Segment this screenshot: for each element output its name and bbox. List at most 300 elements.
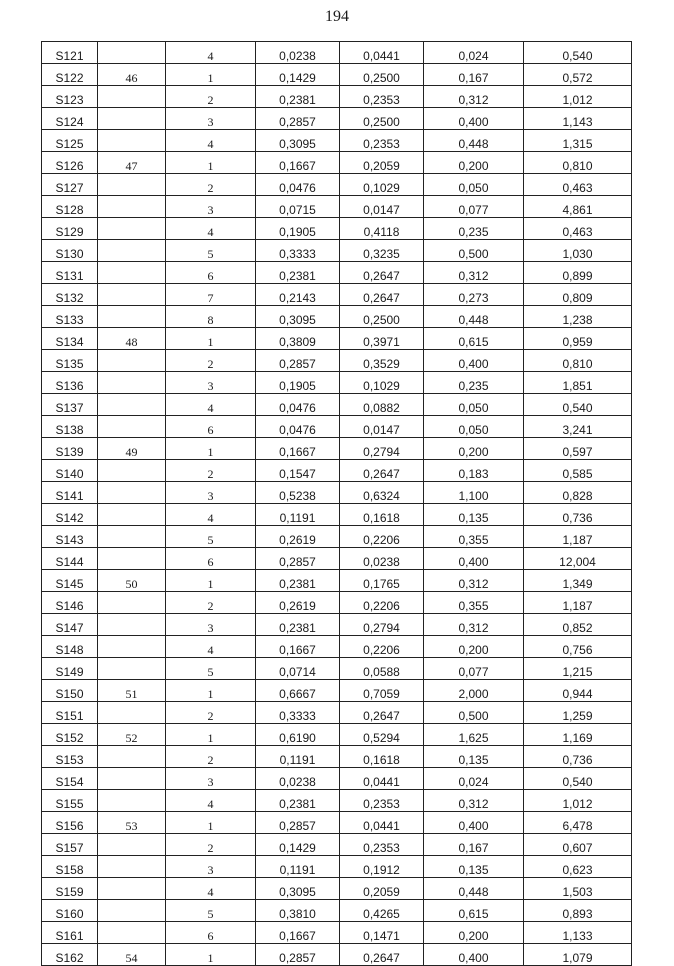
value-4-cell: 0,944 xyxy=(524,680,632,702)
sample-id-cell: S159 xyxy=(42,878,98,900)
sample-id-cell: S161 xyxy=(42,922,98,944)
subgroup-cell: 1 xyxy=(166,328,256,350)
group-cell xyxy=(98,152,166,174)
group-cell xyxy=(98,944,166,966)
subgroup-cell: 2 xyxy=(166,86,256,108)
sample-id-cell: S125 xyxy=(42,130,98,152)
value-4-cell: 1,259 xyxy=(524,702,632,724)
sample-id-cell: S140 xyxy=(42,460,98,482)
sample-id-cell: S123 xyxy=(42,86,98,108)
sample-id-cell: S155 xyxy=(42,790,98,812)
group-cell xyxy=(98,416,166,438)
group-label: 46 xyxy=(125,71,138,85)
value-3-cell: 0,400 xyxy=(424,812,524,834)
value-2-cell: 0,2059 xyxy=(340,878,424,900)
value-1-cell: 0,1905 xyxy=(256,218,340,240)
value-4-cell: 1,187 xyxy=(524,592,632,614)
group-cell xyxy=(98,548,166,570)
data-table xyxy=(41,41,632,966)
subgroup-cell: 1 xyxy=(166,570,256,592)
value-3-cell: 0,448 xyxy=(424,306,524,328)
group-cell xyxy=(98,746,166,768)
group-cell xyxy=(98,636,166,658)
subgroup-cell: 4 xyxy=(166,42,256,64)
sample-id-cell: S131 xyxy=(42,262,98,284)
value-3-cell: 0,135 xyxy=(424,856,524,878)
table-row xyxy=(42,504,632,526)
value-3-cell: 0,167 xyxy=(424,834,524,856)
value-2-cell: 0,2206 xyxy=(340,636,424,658)
table-row xyxy=(42,614,632,636)
subgroup-cell: 8 xyxy=(166,306,256,328)
value-4-cell: 4,861 xyxy=(524,196,632,218)
sample-id-cell: S151 xyxy=(42,702,98,724)
group-label: 47 xyxy=(125,159,138,173)
value-3-cell: 0,355 xyxy=(424,592,524,614)
value-1-cell: 0,0476 xyxy=(256,394,340,416)
group-label: 51 xyxy=(125,687,138,701)
value-4-cell: 1,143 xyxy=(524,108,632,130)
subgroup-cell: 1 xyxy=(166,152,256,174)
value-2-cell: 0,2647 xyxy=(340,262,424,284)
group-cell xyxy=(98,218,166,240)
group-label: 50 xyxy=(125,577,138,591)
subgroup-cell: 3 xyxy=(166,196,256,218)
value-2-cell: 0,1618 xyxy=(340,746,424,768)
subgroup-cell: 5 xyxy=(166,526,256,548)
group-label: 48 xyxy=(125,335,138,349)
value-1-cell: 0,3809 xyxy=(256,328,340,350)
value-1-cell: 0,0238 xyxy=(256,42,340,64)
value-2-cell: 0,4265 xyxy=(340,900,424,922)
group-cell xyxy=(98,482,166,504)
group-cell xyxy=(98,614,166,636)
group-cell xyxy=(98,900,166,922)
group-cell xyxy=(98,438,166,460)
value-1-cell: 0,5238 xyxy=(256,482,340,504)
value-3-cell: 0,135 xyxy=(424,504,524,526)
table-row xyxy=(42,284,632,306)
subgroup-cell: 6 xyxy=(166,262,256,284)
value-3-cell: 1,100 xyxy=(424,482,524,504)
value-1-cell: 0,2143 xyxy=(256,284,340,306)
group-label: 49 xyxy=(125,445,138,459)
value-2-cell: 0,2353 xyxy=(340,130,424,152)
value-1-cell: 0,1429 xyxy=(256,834,340,856)
sample-id-cell: S124 xyxy=(42,108,98,130)
value-1-cell: 0,1547 xyxy=(256,460,340,482)
value-3-cell: 0,200 xyxy=(424,922,524,944)
subgroup-cell: 1 xyxy=(166,680,256,702)
value-4-cell: 3,241 xyxy=(524,416,632,438)
sample-id-cell: S139 xyxy=(42,438,98,460)
subgroup-cell: 2 xyxy=(166,746,256,768)
subgroup-cell: 5 xyxy=(166,658,256,680)
table-row xyxy=(42,64,632,86)
value-3-cell: 0,235 xyxy=(424,372,524,394)
value-3-cell: 0,050 xyxy=(424,394,524,416)
group-cell xyxy=(98,702,166,724)
group-cell xyxy=(98,878,166,900)
value-3-cell: 0,312 xyxy=(424,262,524,284)
value-4-cell: 1,315 xyxy=(524,130,632,152)
subgroup-cell: 3 xyxy=(166,768,256,790)
value-1-cell: 0,2381 xyxy=(256,86,340,108)
value-1-cell: 0,3095 xyxy=(256,878,340,900)
value-2-cell: 0,2647 xyxy=(340,702,424,724)
table-row xyxy=(42,174,632,196)
value-2-cell: 0,0441 xyxy=(340,42,424,64)
sample-id-cell: S137 xyxy=(42,394,98,416)
group-label: 53 xyxy=(125,819,138,833)
subgroup-cell: 4 xyxy=(166,504,256,526)
table-row xyxy=(42,196,632,218)
value-1-cell: 0,6667 xyxy=(256,680,340,702)
sample-id-cell: S128 xyxy=(42,196,98,218)
value-1-cell: 0,6190 xyxy=(256,724,340,746)
value-3-cell: 0,077 xyxy=(424,196,524,218)
value-1-cell: 0,0715 xyxy=(256,196,340,218)
value-4-cell: 1,349 xyxy=(524,570,632,592)
value-3-cell: 0,200 xyxy=(424,438,524,460)
value-2-cell: 0,2353 xyxy=(340,834,424,856)
sample-id-cell: S121 xyxy=(42,42,98,64)
value-4-cell: 0,810 xyxy=(524,152,632,174)
group-cell xyxy=(98,262,166,284)
table-row xyxy=(42,746,632,768)
sample-id-cell: S148 xyxy=(42,636,98,658)
table-body xyxy=(42,42,632,966)
subgroup-cell: 1 xyxy=(166,438,256,460)
sample-id-cell: S154 xyxy=(42,768,98,790)
subgroup-cell: 2 xyxy=(166,460,256,482)
table-row xyxy=(42,570,632,592)
value-2-cell: 0,0588 xyxy=(340,658,424,680)
value-3-cell: 0,615 xyxy=(424,900,524,922)
subgroup-cell: 4 xyxy=(166,878,256,900)
sample-id-cell: S160 xyxy=(42,900,98,922)
subgroup-cell: 7 xyxy=(166,284,256,306)
group-cell xyxy=(98,570,166,592)
sample-id-cell: S152 xyxy=(42,724,98,746)
table-row xyxy=(42,592,632,614)
group-cell xyxy=(98,526,166,548)
value-1-cell: 0,2857 xyxy=(256,548,340,570)
value-1-cell: 0,1191 xyxy=(256,746,340,768)
table-row xyxy=(42,218,632,240)
value-4-cell: 1,169 xyxy=(524,724,632,746)
group-cell xyxy=(98,306,166,328)
value-4-cell: 1,215 xyxy=(524,658,632,680)
value-2-cell: 0,2206 xyxy=(340,526,424,548)
table-row xyxy=(42,526,632,548)
sample-id-cell: S145 xyxy=(42,570,98,592)
value-2-cell: 0,0238 xyxy=(340,548,424,570)
value-2-cell: 0,1765 xyxy=(340,570,424,592)
value-2-cell: 0,2500 xyxy=(340,306,424,328)
subgroup-cell: 4 xyxy=(166,394,256,416)
value-2-cell: 0,2647 xyxy=(340,284,424,306)
value-3-cell: 0,167 xyxy=(424,64,524,86)
table-row xyxy=(42,900,632,922)
value-1-cell: 0,1667 xyxy=(256,152,340,174)
value-4-cell: 1,079 xyxy=(524,944,632,966)
subgroup-cell: 3 xyxy=(166,614,256,636)
sample-id-cell: S157 xyxy=(42,834,98,856)
value-1-cell: 0,0476 xyxy=(256,174,340,196)
table-row xyxy=(42,350,632,372)
value-1-cell: 0,2619 xyxy=(256,592,340,614)
table-row xyxy=(42,86,632,108)
subgroup-cell: 6 xyxy=(166,922,256,944)
value-3-cell: 0,400 xyxy=(424,350,524,372)
subgroup-cell: 4 xyxy=(166,790,256,812)
value-1-cell: 0,0714 xyxy=(256,658,340,680)
value-4-cell: 0,585 xyxy=(524,460,632,482)
sample-id-cell: S147 xyxy=(42,614,98,636)
sample-id-cell: S143 xyxy=(42,526,98,548)
table-row xyxy=(42,306,632,328)
value-4-cell: 0,736 xyxy=(524,746,632,768)
value-2-cell: 0,4118 xyxy=(340,218,424,240)
table-row xyxy=(42,394,632,416)
group-cell xyxy=(98,86,166,108)
group-cell xyxy=(98,350,166,372)
table-row xyxy=(42,790,632,812)
value-3-cell: 0,024 xyxy=(424,42,524,64)
table-row xyxy=(42,768,632,790)
sample-id-cell: S126 xyxy=(42,152,98,174)
value-3-cell: 0,400 xyxy=(424,944,524,966)
value-4-cell: 0,607 xyxy=(524,834,632,856)
value-3-cell: 0,135 xyxy=(424,746,524,768)
group-cell xyxy=(98,460,166,482)
value-4-cell: 0,893 xyxy=(524,900,632,922)
table-row xyxy=(42,658,632,680)
sample-id-cell: S150 xyxy=(42,680,98,702)
sample-id-cell: S162 xyxy=(42,944,98,966)
value-2-cell: 0,5294 xyxy=(340,724,424,746)
value-2-cell: 0,0882 xyxy=(340,394,424,416)
value-2-cell: 0,3529 xyxy=(340,350,424,372)
group-cell xyxy=(98,680,166,702)
sample-id-cell: S136 xyxy=(42,372,98,394)
value-4-cell: 0,899 xyxy=(524,262,632,284)
group-cell xyxy=(98,284,166,306)
sample-id-cell: S138 xyxy=(42,416,98,438)
value-2-cell: 0,1912 xyxy=(340,856,424,878)
sample-id-cell: S132 xyxy=(42,284,98,306)
group-cell xyxy=(98,394,166,416)
table-row xyxy=(42,944,632,966)
value-2-cell: 0,1029 xyxy=(340,174,424,196)
value-3-cell: 0,312 xyxy=(424,570,524,592)
value-4-cell: 0,540 xyxy=(524,768,632,790)
value-3-cell: 0,500 xyxy=(424,702,524,724)
value-3-cell: 0,400 xyxy=(424,548,524,570)
subgroup-cell: 4 xyxy=(166,130,256,152)
page-number: 194 xyxy=(325,8,349,25)
value-1-cell: 0,2619 xyxy=(256,526,340,548)
value-3-cell: 0,400 xyxy=(424,108,524,130)
table-row xyxy=(42,702,632,724)
sample-id-cell: S130 xyxy=(42,240,98,262)
subgroup-cell: 2 xyxy=(166,834,256,856)
value-2-cell: 0,2647 xyxy=(340,944,424,966)
value-2-cell: 0,2059 xyxy=(340,152,424,174)
value-3-cell: 0,448 xyxy=(424,878,524,900)
value-3-cell: 0,183 xyxy=(424,460,524,482)
value-1-cell: 0,1191 xyxy=(256,504,340,526)
value-4-cell: 12,004 xyxy=(524,548,632,570)
group-cell xyxy=(98,372,166,394)
subgroup-cell: 3 xyxy=(166,372,256,394)
value-2-cell: 0,2794 xyxy=(340,438,424,460)
table-row xyxy=(42,328,632,350)
table-row xyxy=(42,812,632,834)
value-2-cell: 0,0147 xyxy=(340,416,424,438)
subgroup-cell: 2 xyxy=(166,702,256,724)
subgroup-cell: 4 xyxy=(166,636,256,658)
value-2-cell: 0,1618 xyxy=(340,504,424,526)
subgroup-cell: 1 xyxy=(166,64,256,86)
value-3-cell: 1,625 xyxy=(424,724,524,746)
value-1-cell: 0,3333 xyxy=(256,240,340,262)
value-4-cell: 1,012 xyxy=(524,86,632,108)
group-label: 54 xyxy=(125,951,138,965)
value-4-cell: 0,463 xyxy=(524,218,632,240)
subgroup-cell: 1 xyxy=(166,944,256,966)
value-2-cell: 0,1471 xyxy=(340,922,424,944)
table-row xyxy=(42,548,632,570)
group-cell xyxy=(98,42,166,64)
value-3-cell: 0,050 xyxy=(424,174,524,196)
subgroup-cell: 3 xyxy=(166,482,256,504)
value-1-cell: 0,2857 xyxy=(256,350,340,372)
value-2-cell: 0,2353 xyxy=(340,86,424,108)
value-4-cell: 1,503 xyxy=(524,878,632,900)
table-row xyxy=(42,108,632,130)
table-row xyxy=(42,42,632,64)
subgroup-cell: 6 xyxy=(166,548,256,570)
subgroup-cell: 1 xyxy=(166,812,256,834)
value-1-cell: 0,3333 xyxy=(256,702,340,724)
value-4-cell: 1,030 xyxy=(524,240,632,262)
value-4-cell: 0,597 xyxy=(524,438,632,460)
value-1-cell: 0,2381 xyxy=(256,262,340,284)
group-cell xyxy=(98,592,166,614)
subgroup-cell: 1 xyxy=(166,724,256,746)
group-cell xyxy=(98,856,166,878)
value-1-cell: 0,3095 xyxy=(256,130,340,152)
value-2-cell: 0,0441 xyxy=(340,768,424,790)
subgroup-cell: 2 xyxy=(166,592,256,614)
group-cell xyxy=(98,658,166,680)
table-row xyxy=(42,878,632,900)
table-row xyxy=(42,856,632,878)
subgroup-cell: 3 xyxy=(166,856,256,878)
group-cell xyxy=(98,812,166,834)
value-3-cell: 0,235 xyxy=(424,218,524,240)
sample-id-cell: S122 xyxy=(42,64,98,86)
value-3-cell: 0,312 xyxy=(424,86,524,108)
group-cell xyxy=(98,834,166,856)
group-cell xyxy=(98,328,166,350)
table-row xyxy=(42,922,632,944)
sample-id-cell: S158 xyxy=(42,856,98,878)
value-4-cell: 0,540 xyxy=(524,394,632,416)
table-row xyxy=(42,460,632,482)
group-cell xyxy=(98,504,166,526)
group-label: 52 xyxy=(125,731,138,745)
value-3-cell: 0,200 xyxy=(424,636,524,658)
value-1-cell: 0,2857 xyxy=(256,108,340,130)
sample-id-cell: S146 xyxy=(42,592,98,614)
sample-id-cell: S129 xyxy=(42,218,98,240)
value-2-cell: 0,2500 xyxy=(340,64,424,86)
value-1-cell: 0,2381 xyxy=(256,570,340,592)
value-2-cell: 0,2647 xyxy=(340,460,424,482)
group-cell xyxy=(98,724,166,746)
group-cell xyxy=(98,64,166,86)
sample-id-cell: S135 xyxy=(42,350,98,372)
table-row xyxy=(42,680,632,702)
value-3-cell: 0,077 xyxy=(424,658,524,680)
value-3-cell: 0,312 xyxy=(424,790,524,812)
value-2-cell: 0,2500 xyxy=(340,108,424,130)
table-row xyxy=(42,482,632,504)
table-row xyxy=(42,240,632,262)
value-1-cell: 0,1667 xyxy=(256,636,340,658)
value-1-cell: 0,3095 xyxy=(256,306,340,328)
sample-id-cell: S142 xyxy=(42,504,98,526)
value-3-cell: 0,500 xyxy=(424,240,524,262)
value-1-cell: 0,0238 xyxy=(256,768,340,790)
subgroup-cell: 5 xyxy=(166,900,256,922)
value-4-cell: 1,133 xyxy=(524,922,632,944)
value-2-cell: 0,1029 xyxy=(340,372,424,394)
value-4-cell: 0,756 xyxy=(524,636,632,658)
table-row xyxy=(42,724,632,746)
sample-id-cell: S149 xyxy=(42,658,98,680)
value-4-cell: 1,238 xyxy=(524,306,632,328)
value-4-cell: 0,572 xyxy=(524,64,632,86)
subgroup-cell: 2 xyxy=(166,174,256,196)
value-4-cell: 0,852 xyxy=(524,614,632,636)
group-cell xyxy=(98,790,166,812)
value-1-cell: 0,2857 xyxy=(256,944,340,966)
value-3-cell: 0,050 xyxy=(424,416,524,438)
sample-id-cell: S134 xyxy=(42,328,98,350)
value-3-cell: 0,200 xyxy=(424,152,524,174)
subgroup-cell: 6 xyxy=(166,416,256,438)
value-4-cell: 0,959 xyxy=(524,328,632,350)
value-4-cell: 0,623 xyxy=(524,856,632,878)
sample-id-cell: S141 xyxy=(42,482,98,504)
table-row xyxy=(42,636,632,658)
table-row xyxy=(42,372,632,394)
table-row xyxy=(42,416,632,438)
sample-id-cell: S144 xyxy=(42,548,98,570)
subgroup-cell: 3 xyxy=(166,108,256,130)
value-4-cell: 1,851 xyxy=(524,372,632,394)
group-cell xyxy=(98,922,166,944)
value-2-cell: 0,7059 xyxy=(340,680,424,702)
value-4-cell: 1,187 xyxy=(524,526,632,548)
sample-id-cell: S156 xyxy=(42,812,98,834)
value-4-cell: 0,809 xyxy=(524,284,632,306)
value-1-cell: 0,1429 xyxy=(256,64,340,86)
